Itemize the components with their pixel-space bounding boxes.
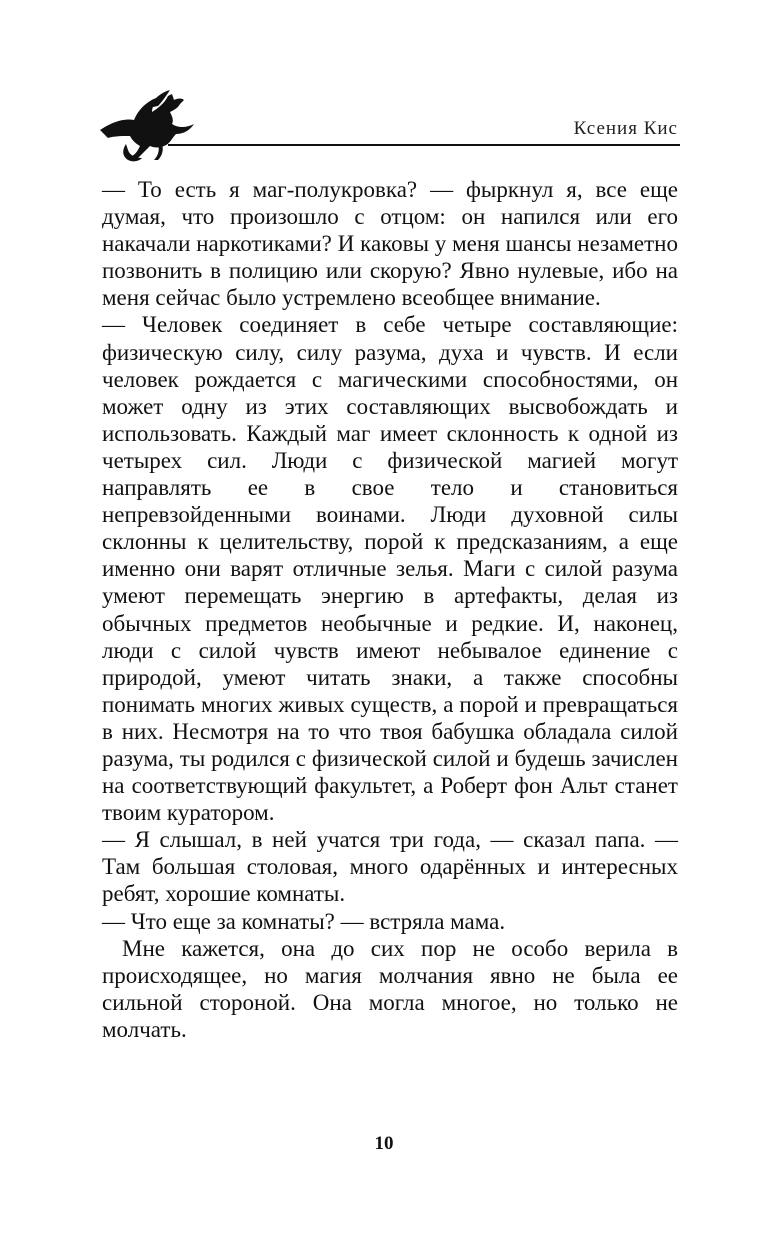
running-header — [96, 88, 680, 158]
paragraph: — Что еще за комнаты? — встряла мама. — [102, 908, 506, 934]
author-name: Ксения Кис — [573, 118, 678, 139]
dragon-icon — [98, 88, 202, 164]
page-number: 10 — [374, 1133, 394, 1154]
paragraph: — Человек соединяет в себе четыре составляющие: физическую силу, силу разума, духа и чувств. И если человек рождается с магическими способностями, он может одну из этих составляющих высвобождать и использовать. Каждый маг имеет склонность к одной из четырех сил. Люди с физической магией могут направлять ее в свое тело и становиться непревзойденными воинами. Люди духовной силы склонны к целительству, порой к предсказаниям, а еще именно они варят отличные зелья. Маги с силой разума умеют перемещать энергию в артефакты, делая из обычных предметов необычные и редкие. И, наконец, люди с силой чувств имеют небывалое единение с природой, умеют читать знаки, а также способны понимать многих живых существ, а порой и превращаться в них. Несмотря на то что твоя бабушка обладала силой разума, ты родился с физической силой и будешь зачислен на соответствующий факультет, а Роберт фон Альт станет твоим куратором. — [102, 312, 678, 826]
body-text — [102, 176, 678, 1043]
paragraph: Мне кажется, она до сих пор не особо верила в происходящее, но магия молчания явно не была ее сильной стороной. Она могла многое, но только не молчать. — [102, 935, 678, 1042]
paragraph: — Я слышал, в ней учатся три года, — сказал папа. — Там большая столовая, много одарённых и интересных ребят, хорошие комнаты. — [102, 827, 678, 907]
header-rule — [168, 144, 680, 146]
paragraph: — То есть я маг-полукровка? — фыркнул я, все еще думая, что произошло с отцом: он напился или его накачали наркотиками? И каковы у меня шансы незаметно позвонить в полицию или скорую? Явно нулевые, ибо на меня сейчас было устремлено всеобщее внимание. — [102, 177, 678, 311]
